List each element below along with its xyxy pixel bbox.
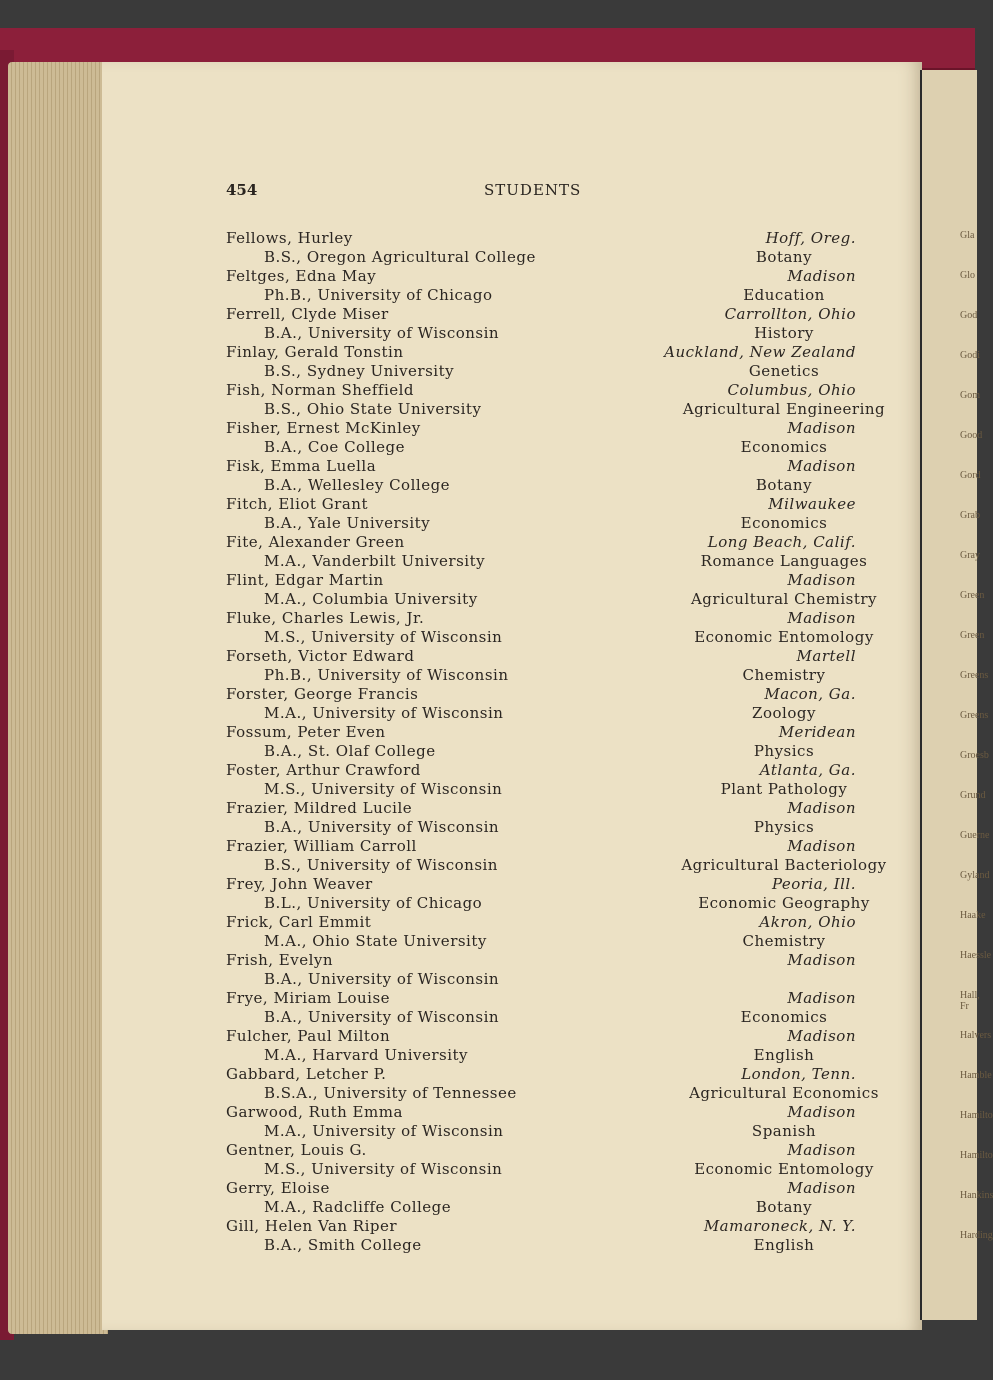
student-hometown: Madison — [787, 989, 856, 1007]
student-degree: B.A., University of Wisconsin — [264, 1008, 500, 1026]
facing-page-fragment: Hamilto — [960, 1110, 993, 1121]
page-header — [226, 181, 594, 201]
facing-page-fragment: Good — [960, 430, 983, 441]
student-hometown: Martell — [796, 647, 856, 665]
student-degree: M.S., University of Wisconsin — [264, 780, 503, 798]
student-hometown: London, Tenn. — [741, 1065, 856, 1083]
student-hometown: Auckland, New Zealand — [664, 343, 856, 361]
facing-page-fragment: Hankins — [960, 1190, 993, 1201]
student-entry — [226, 267, 856, 305]
student-hometown: Madison — [787, 837, 856, 855]
student-entry — [226, 913, 856, 951]
facing-page-fragment: Godi — [960, 350, 980, 361]
student-entry — [226, 305, 856, 343]
student-hometown: Madison — [787, 457, 856, 475]
student-name: Fluke, Charles Lewis, Jr. — [226, 609, 425, 627]
student-degree: B.A., St. Olaf College — [264, 742, 436, 760]
student-entry — [226, 837, 887, 875]
student-field: Economics — [740, 1008, 828, 1026]
student-hometown: Madison — [787, 571, 856, 589]
student-name: Fisher, Ernest McKinley — [226, 419, 421, 437]
student-degree: M.A., Columbia University — [264, 590, 478, 608]
student-entry — [226, 723, 856, 761]
facing-page-fragment: Grab — [960, 510, 980, 521]
student-entry — [226, 761, 856, 799]
student-hometown: Macon, Ga. — [764, 685, 856, 703]
facing-page-fragment: Grund — [960, 790, 986, 801]
student-field: Botany — [755, 248, 813, 266]
student-entry — [226, 609, 874, 647]
student-name: Forster, George Francis — [226, 685, 419, 703]
student-hometown: Peoria, Ill. — [771, 875, 856, 893]
student-entry — [226, 685, 856, 723]
student-field: Agricultural Engineering — [682, 400, 886, 418]
student-degree: M.A., Harvard University — [264, 1046, 469, 1064]
page-stack-edge — [8, 62, 108, 1334]
student-hometown: Milwaukee — [768, 495, 856, 513]
student-hometown: Atlanta, Ga. — [759, 761, 856, 779]
student-hometown: Madison — [787, 609, 856, 627]
student-name: Frick, Carl Emmit — [226, 913, 372, 931]
student-degree: Ph.B., University of Wisconsin — [264, 666, 509, 684]
student-degree: B.A., University of Wisconsin — [264, 324, 500, 342]
student-hometown: Columbus, Ohio — [727, 381, 856, 399]
student-degree: M.S., University of Wisconsin — [264, 628, 503, 646]
student-field: History — [754, 324, 814, 342]
student-field: Economic Entomology — [694, 628, 874, 646]
facing-page-fragment: Gom — [960, 390, 980, 401]
facing-page-fragment: Gray — [960, 550, 980, 561]
student-name: Fish, Norman Sheffield — [226, 381, 415, 399]
student-entry — [226, 571, 878, 609]
student-name: Frey, John Weaver — [226, 875, 373, 893]
student-entry — [226, 457, 856, 495]
facing-page-fragment: Green — [960, 630, 985, 641]
student-name: Forseth, Victor Edward — [226, 647, 415, 665]
facing-page-fragment: Harding — [960, 1230, 993, 1241]
student-name: Fitch, Eliot Grant — [226, 495, 368, 513]
student-field: Agricultural Economics — [689, 1084, 879, 1102]
student-name: Feltges, Edna May — [226, 267, 377, 285]
student-name: Frazier, Mildred Lucile — [226, 799, 413, 817]
student-field: Economics — [740, 438, 828, 456]
student-entry — [226, 419, 856, 457]
student-entry — [226, 229, 856, 267]
facing-page-fragment: Greens — [960, 670, 989, 681]
student-field: English — [753, 1046, 815, 1064]
student-entry — [226, 1217, 856, 1255]
student-hometown: Hoff, Oreg. — [765, 229, 856, 247]
facing-page-fragment: Green — [960, 590, 985, 601]
student-hometown: Carrollton, Ohio — [724, 305, 856, 323]
facing-page-fragment: Halvers — [960, 1030, 992, 1041]
student-entry — [226, 1179, 856, 1217]
student-entry — [226, 1065, 879, 1103]
student-entry — [226, 875, 870, 913]
student-entry — [226, 647, 856, 685]
student-hometown: Madison — [787, 267, 856, 285]
student-hometown: Madison — [787, 1027, 856, 1045]
student-degree: B.A., Yale University — [264, 514, 431, 532]
student-name: Fulcher, Paul Milton — [226, 1027, 391, 1045]
student-entry — [226, 1141, 874, 1179]
student-field: Physics — [753, 742, 815, 760]
student-entry — [226, 495, 856, 533]
student-entry — [226, 1027, 856, 1065]
student-field: Economic Geography — [698, 894, 870, 912]
student-degree: B.A., University of Wisconsin — [264, 970, 500, 988]
student-field: Education — [743, 286, 825, 304]
page-number: 454 — [226, 181, 258, 199]
student-name: Fisk, Emma Luella — [226, 457, 377, 475]
student-hometown: Akron, Ohio — [759, 913, 856, 931]
student-hometown: Madison — [787, 1179, 856, 1197]
student-entry — [226, 799, 856, 837]
facing-page-fragment: Gla — [960, 230, 975, 241]
student-entry — [226, 343, 856, 381]
student-entry — [226, 381, 886, 419]
student-field: Chemistry — [742, 932, 826, 950]
student-field: Botany — [755, 1198, 813, 1216]
student-degree: B.A., Smith College — [264, 1236, 422, 1254]
facing-page-fragment: Gyland — [960, 870, 990, 881]
student-field: Chemistry — [742, 666, 826, 684]
student-field: Zoology — [752, 704, 816, 722]
student-degree: M.A., Radcliffe College — [264, 1198, 452, 1216]
student-name: Gill, Helen Van Riper — [226, 1217, 398, 1235]
facing-page-fragment: Gord — [960, 470, 981, 481]
student-entry — [226, 951, 856, 989]
running-head: STUDENTS — [484, 181, 582, 199]
student-degree: B.S., Sydney University — [264, 362, 455, 380]
student-name: Finlay, Gerald Tonstin — [226, 343, 404, 361]
student-name: Gentner, Louis G. — [226, 1141, 367, 1159]
student-degree: B.A., Coe College — [264, 438, 406, 456]
student-name: Frish, Evelyn — [226, 951, 334, 969]
student-name: Frye, Miriam Louise — [226, 989, 391, 1007]
student-name: Garwood, Ruth Emma — [226, 1103, 403, 1121]
student-field: Botany — [755, 476, 813, 494]
facing-page-fragment: Glo — [960, 270, 975, 281]
student-field: English — [753, 1236, 815, 1254]
student-hometown: Mamaroneck, N. Y. — [703, 1217, 856, 1235]
student-hometown: Madison — [787, 419, 856, 437]
student-hometown: Meridean — [778, 723, 856, 741]
student-name: Gerry, Eloise — [226, 1179, 330, 1197]
facing-page-fragment: Groesb — [960, 750, 989, 761]
student-entry — [226, 989, 856, 1027]
student-degree: M.S., University of Wisconsin — [264, 1160, 503, 1178]
student-degree: B.S., Oregon Agricultural College — [264, 248, 536, 266]
student-degree: M.A., University of Wisconsin — [264, 1122, 504, 1140]
student-field: Agricultural Bacteriology — [681, 856, 887, 874]
student-degree: Ph.B., University of Chicago — [264, 286, 493, 304]
student-field: Physics — [753, 818, 815, 836]
student-hometown: Madison — [787, 799, 856, 817]
student-hometown: Long Beach, Calif. — [707, 533, 856, 551]
student-field: Romance Languages — [700, 552, 868, 570]
student-degree: B.S., Ohio State University — [264, 400, 482, 418]
student-name: Fite, Alexander Green — [226, 533, 405, 551]
student-name: Fossum, Peter Even — [226, 723, 386, 741]
student-entry — [226, 533, 868, 571]
student-degree: M.A., Vanderbilt University — [264, 552, 486, 570]
student-degree: M.A., University of Wisconsin — [264, 704, 504, 722]
facing-page-fragment: Greens — [960, 710, 989, 721]
student-degree: B.A., Wellesley College — [264, 476, 451, 494]
student-name: Flint, Edgar Martin — [226, 571, 384, 589]
student-name: Ferrell, Clyde Miser — [226, 305, 389, 323]
student-hometown: Madison — [787, 1103, 856, 1121]
facing-page-fragment: Hamilto — [960, 1150, 993, 1161]
student-list — [226, 229, 887, 1255]
student-name: Gabbard, Letcher P. — [226, 1065, 387, 1083]
student-name: Foster, Arthur Crawford — [226, 761, 421, 779]
facing-page-fragment: Guerne — [960, 830, 990, 841]
student-degree: B.A., University of Wisconsin — [264, 818, 500, 836]
student-field: Plant Pathology — [720, 780, 848, 798]
student-degree: B.S., University of Wisconsin — [264, 856, 498, 874]
facing-page-fragment: Haessle — [960, 950, 992, 961]
facing-page-fragment: Hamble — [960, 1070, 992, 1081]
student-degree: M.A., Ohio State University — [264, 932, 487, 950]
student-name: Fellows, Hurley — [226, 229, 353, 247]
student-degree: B.S.A., University of Tennessee — [264, 1084, 517, 1102]
facing-page-fragment: Hall, Fr — [960, 990, 980, 1012]
student-field: Spanish — [751, 1122, 817, 1140]
student-field: Economics — [740, 514, 828, 532]
facing-page-fragment: Haake — [960, 910, 986, 921]
student-name: Frazier, William Carroll — [226, 837, 417, 855]
student-degree: B.L., University of Chicago — [264, 894, 483, 912]
facing-page-fragment: God — [960, 310, 978, 321]
student-hometown: Madison — [787, 1141, 856, 1159]
student-field: Economic Entomology — [694, 1160, 874, 1178]
student-field: Agricultural Chemistry — [690, 590, 878, 608]
student-entry — [226, 1103, 856, 1141]
student-field: Genetics — [748, 362, 820, 380]
student-hometown: Madison — [787, 951, 856, 969]
